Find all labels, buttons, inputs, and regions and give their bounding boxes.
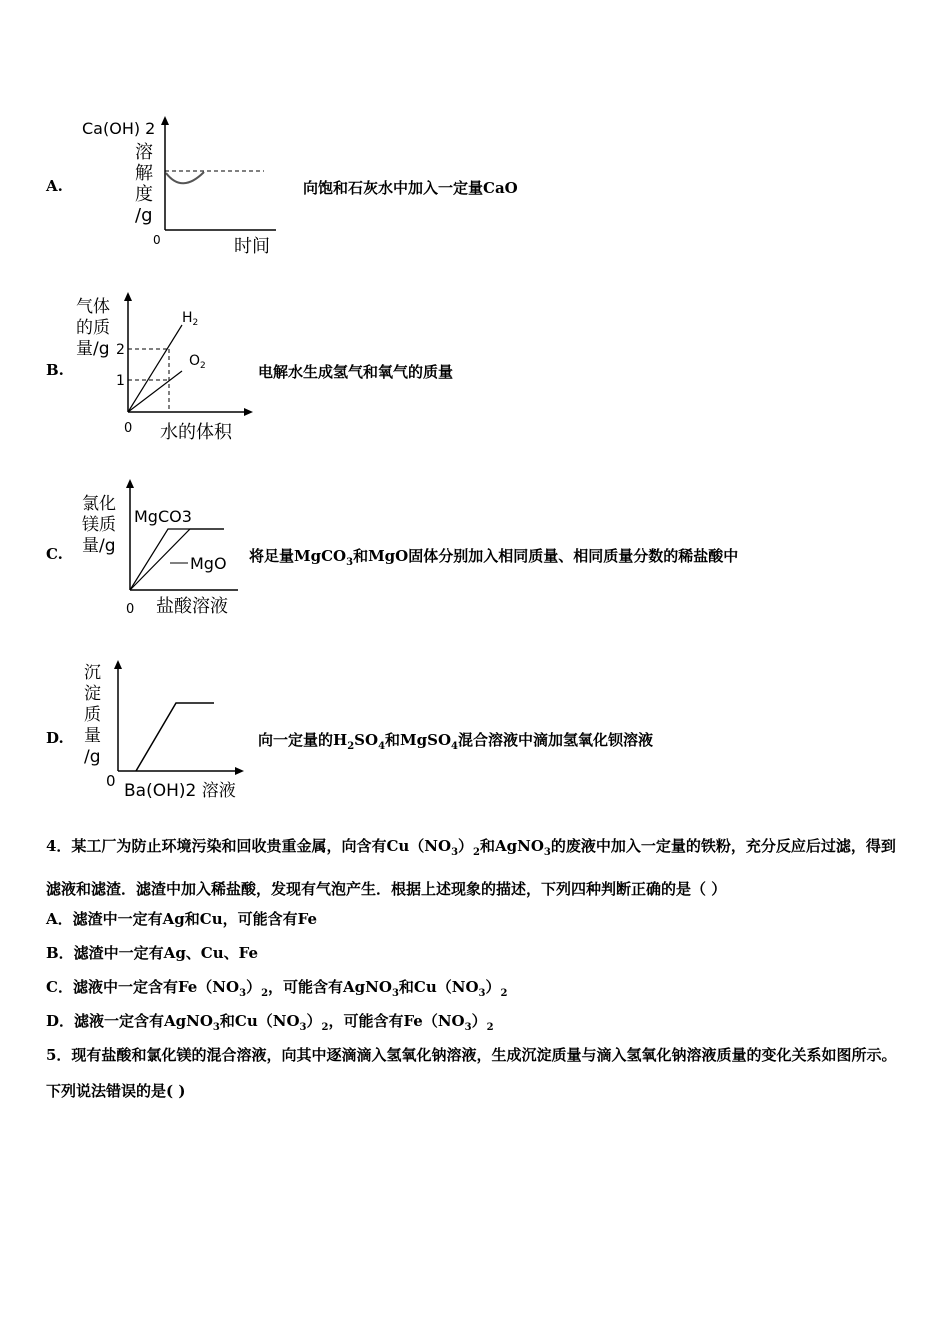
y-label-char: 淀: [84, 684, 101, 704]
x-axis-label: 水的体积: [160, 422, 232, 443]
question-4-stem: 4．某工厂为防止环境污染和回收贵重金属，向含有$Cu(NO_3)_2$和AgNO$_3$的废液中加入一定量的铁粉，充分反应后过滤，得到滤液和滤渣．滤渣中加入稀盐酸，发现有气泡产生．根据上述现象的描述，下列四种判断正确的是（ ）: [46, 837, 896, 898]
x-axis-label: 时间: [234, 236, 270, 257]
origin-label: 0: [106, 772, 116, 790]
h2-label: $H_2$: [182, 310, 199, 328]
option-a-description: 向饱和石灰水中加入一定量CaO: [303, 179, 518, 197]
y-label-char: 解: [135, 163, 153, 184]
y-label-line: 镁质: [82, 515, 116, 535]
question-5-stem: 5．现有盐酸和氯化镁的混合溶液，向其中逐滴滴入氢氧化钠溶液，生成沉淀质量与滴入氢氧化钠溶液质量的变化关系如图所示。下列说法错误的是( ): [46, 1046, 897, 1100]
option-a-letter: A.: [46, 177, 63, 195]
y-label-char: 质: [84, 705, 101, 725]
y-formula: Ca(OH) 2: [82, 119, 156, 138]
y-label-line: 氯化: [82, 494, 116, 514]
mgco3-label: MgCO3: [134, 507, 192, 526]
origin-label: 0: [126, 602, 135, 617]
option-a-graph: [80, 112, 280, 257]
question-4-option-b: B．滤渣中一定有Ag、Cu、Fe: [46, 944, 259, 962]
option-d-description: 向一定量的$H_2SO_4$和MgSO$_4$混合溶液中滴加氢氧化钡溶液: [258, 731, 654, 752]
option-c-description: 将足量MgCO$_3$和MgO固体分别加入相同质量、相同质量分数的稀盐酸中: [249, 547, 739, 568]
mgo-label: MgO: [190, 554, 227, 573]
solubility-curve: [166, 172, 204, 183]
x-axis-label: Ba(OH)2 溶液: [124, 781, 236, 801]
y-label-line: 量/g: [76, 339, 110, 359]
y-label-char: 度: [135, 184, 153, 205]
option-d-graph: [76, 656, 256, 804]
y-label-char: 量: [84, 726, 101, 746]
o2-line: [128, 371, 182, 412]
y-label-char: 沉: [84, 663, 101, 683]
h2-line: [128, 325, 182, 412]
tick-label: 1: [116, 373, 125, 389]
option-d-letter: D.: [46, 729, 64, 747]
y-label-char: /g: [84, 747, 101, 767]
y-label-char: /g: [135, 205, 153, 226]
question-4-option-c: C．滤液中一定含有$Fe(NO_3)_2$，可能含有AgNO$_3$和$Cu(NO_3)_2$: [46, 978, 508, 999]
origin-label: 0: [124, 421, 133, 436]
y-label-line: 量/g: [82, 536, 116, 556]
tick-label: 2: [116, 342, 125, 358]
x-axis-label: 盐酸溶液: [156, 596, 228, 617]
option-b-graph: [72, 288, 257, 443]
o2-label: $O_2$: [189, 353, 206, 371]
option-b-description: 电解水生成氢气和氧气的质量: [258, 363, 454, 381]
option-c-letter: C.: [46, 545, 63, 563]
y-label-char: 溶: [135, 142, 153, 163]
option-c-graph: [78, 475, 250, 620]
question-4-option-d: D．滤液一定含有AgNO$_3$和$Cu(NO_3)_2$，可能含有$Fe(NO_3)_2$: [46, 1012, 494, 1033]
origin-label: 0: [153, 233, 161, 247]
precipitate-line: [136, 703, 214, 771]
y-label-line: 的质: [76, 318, 110, 338]
question-4-option-a: A．滤渣中一定有Ag和Cu，可能含有Fe: [46, 910, 317, 928]
option-b-letter: B.: [46, 361, 64, 379]
y-label-line: 气体: [76, 297, 110, 317]
